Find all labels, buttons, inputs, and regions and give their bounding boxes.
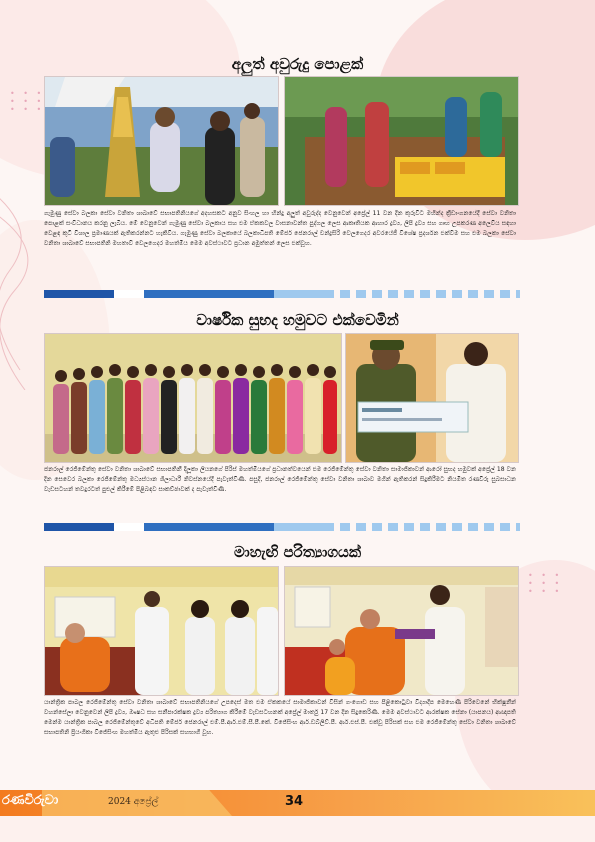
section-title: මාහැඟි පරිත්‍යාගයක් [233, 543, 362, 561]
magazine-logo: රණවිරුවා [2, 793, 59, 808]
cheque-presentation-photo [345, 333, 519, 463]
monk-visit-photo [44, 566, 279, 696]
new-year-fair-stall-photo [284, 76, 519, 206]
donation-to-monk-photo [284, 566, 519, 696]
section-divider [44, 290, 520, 298]
section-title: අලුත් අවුරුදු පොළක් [231, 55, 364, 73]
new-year-fair-lamp-photo [44, 76, 279, 206]
page-number: 34 [285, 794, 304, 809]
section-paragraph: යාන්ත්‍රික පාබල රෙජිමේන්තු සේවා වනිතා ශාඛාවේ සභාපතිනියගේ උපදෙස් මත එම ඒකකයේ සාමාජිකාවන් විසින් ගංගොඩ සහ පිළිකොටුවා විද්‍යාදීප මෙහෙණී පිරිවෙනේ භික්ෂූනීන් වහන්සේලා වෙනුවෙන් ලිපි ද්‍රව්‍ය, ඖෂධ සහ සනීපාරක්ෂක ද්‍රව්‍ය පරිත්‍යාග කිරීමේ වැඩසටහනක් අප්‍රේල් මාර්තු 17 වන දින සිදුකෙරිණි. මෙම අවස්ථාවට ආරක්ෂක සේනා (යාපනය) ආඥාපති මෙන්ම යාන්ත්‍රික පාබල රෙජිමේන්තුවේ අධිපති මේජර් ජෙනරාල් එම්.පී.ආර්.එම්.සී.පී.කේ. විජේසිංහ ආර්.ඩබ්ලිව්.පී. ආර්.එස්.පී. එක්වූ පිරිසක් සහ එම රෙජිමේන්තු සේවා වනිතා ශාඛාවේ සභාපතිනි ප්‍රියංගිකා විජේසිංහ මහත්මිය ඇතුළු පිරිසක් සහභාගී වූහ. [44, 699, 516, 736]
decorative-dots: • • • • • • • • • [10, 89, 45, 114]
section-title: වාර්ෂික සුභද හමුවට එක්වෙමින් [196, 311, 399, 329]
section-paragraph: ජනරාල් රෙජිමේන්තු සේවා වනිතා ශාඛාවේ සභාපතිනී දිලූකා ලියනගේ පිරිස් මහත්මියගේ ප්‍රධානත්වයෙන් එම රෙජිමේන්තු සේවා වනිතා සාමාජිකාවන් ආරෝ සුභද හමුවක් අප්‍රේල් 18 වන දින සෙවෙර බලකා රෙජිමේන්තු මධ්‍යස්ථාන ශිලාධාරී නිවස්නයේදී පැවැත්විණි. පසුදි, ජනරාල් රෙජිමේන්තු සේවා වනිතා ශාඛාව මගින් ඇතිකරන් සිදුකිරීමට නියමිත රණවිරු සුබසාධන වැඩසටහන් තවදුරටත් පුළුල් කිරීමේ පිළිබඳව සාකච්ඡාවක් ද පැවැත්විණි. [44, 466, 516, 493]
issue-date: 2024 අප්‍රේල් [108, 797, 159, 807]
group-photo-ladies [44, 333, 342, 463]
decorative-dots: • • • • • • • • • [528, 571, 563, 596]
section-divider [44, 523, 520, 531]
footer-bottom-strip [0, 816, 595, 842]
section-paragraph: ගැමුණු සේවා බලකා සේවා වනිතා ශාඛාවේ සභාපතිනියගේ අදහසකට අනුව සිංහල හා හින්දු අලුත් අවුරුද්ද වෙනුවෙන් අප්‍රේල් 11 වන දින කුරුවිට මහින්ද ක්‍රීඩාංගනයේදී සේවා වනිතා පොළක් සංවිධානය කරනු ලැබිය. මේ වෙනුවෙන් ගැමුණු සේවා බලකාය සහ එම ඒකකවල වාසනාවන්ත පුද්ගල ලෙස ආකෘතියක ආහාර ද්‍රව්‍ය, ලිපි ද්‍රව්‍ය සහ ගෘහ උපකරණ අලෙවිය සඳහා වෙළඳ කුටි විශාල ප්‍රමාණයක් ඇතිකරන්නට හැකිවිය. ගැමුණු සේවා බලකායේ බලකාධිපති මේජර් ජෙනරාල් චන්ද්‍රසිරි වෙලගෙදර අවරයේජී විශේෂ ප්‍රදර්ශන එක්වීම සහ එම බලකා සේවා වනිතා ශාඛාවේ සභාපතිනි මහතාවී වෙලගෙදර මහත්මිය මෙම අවස්ථාවට ප්‍රධාන අමුත්තන් ලෙස එක්වූහ. [44, 210, 516, 247]
